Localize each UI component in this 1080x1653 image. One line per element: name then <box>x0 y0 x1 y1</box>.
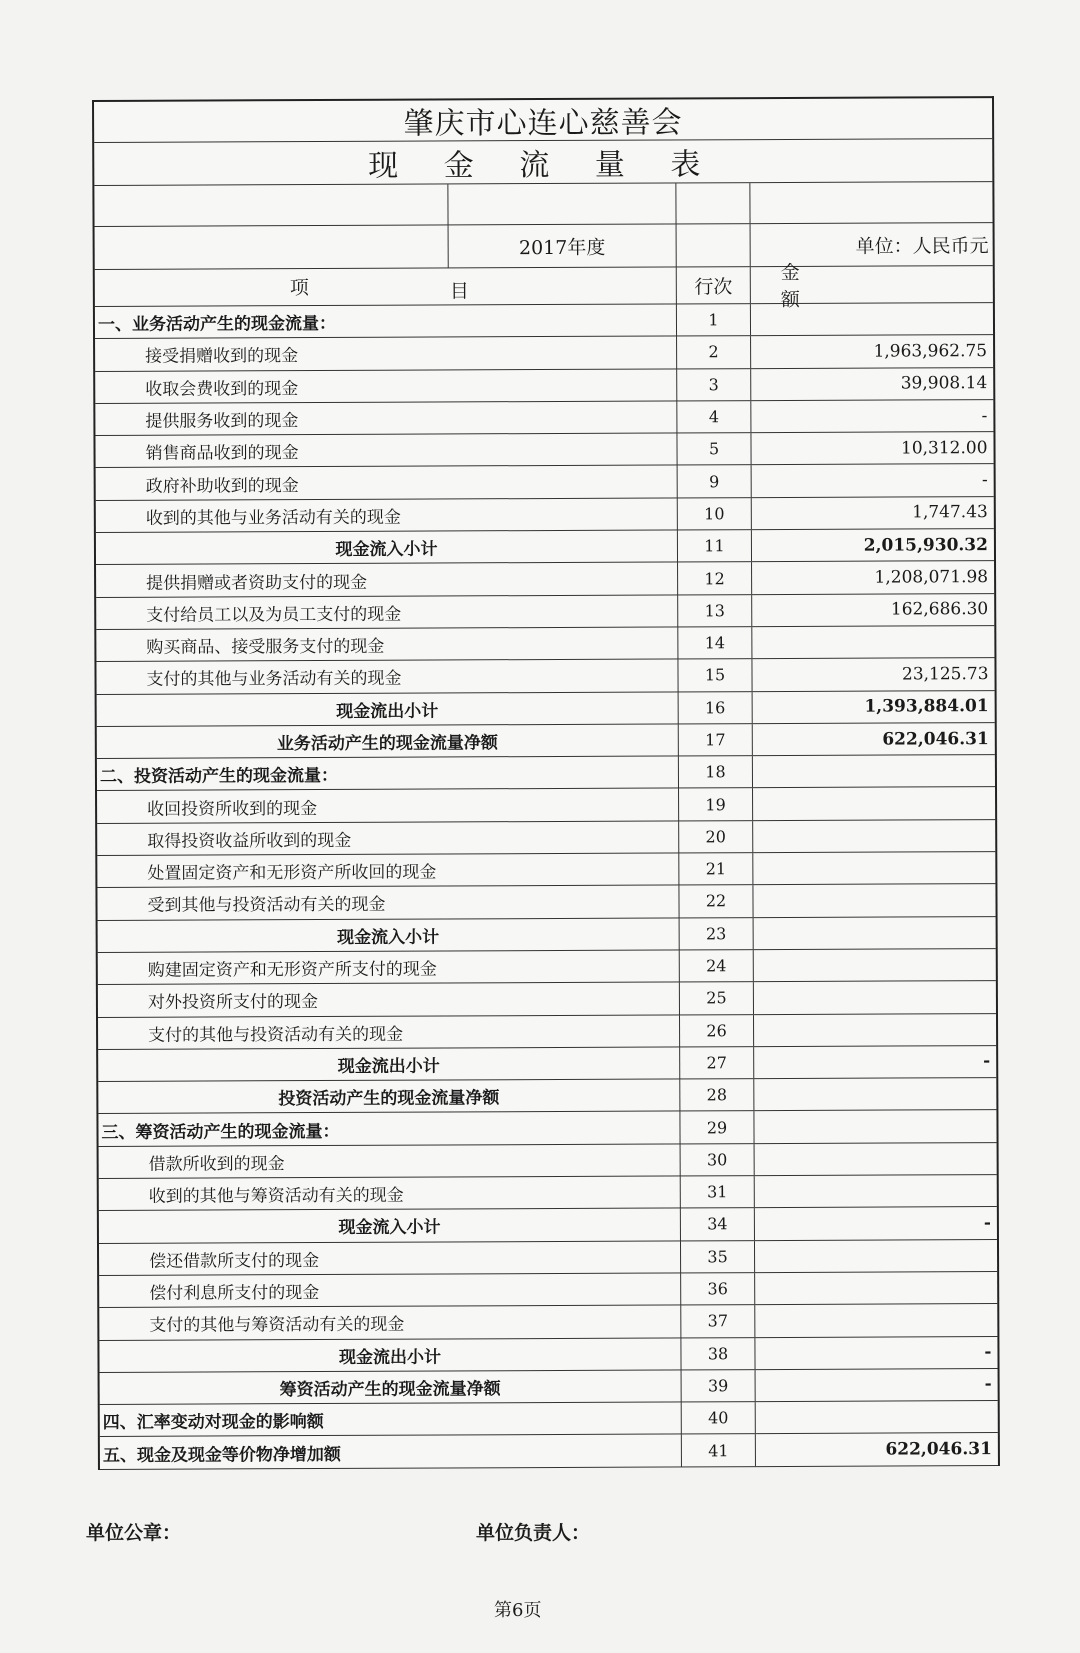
row-line-no: 24 <box>680 950 754 982</box>
row-amount: 622,046.31 <box>882 728 989 750</box>
row-item-label: 偿还借款所支付的现金 <box>99 1241 681 1275</box>
row-item-label: 现金流入小计 <box>98 918 680 952</box>
table-row <box>97 820 995 856</box>
table-row <box>96 626 994 662</box>
row-line-no: 35 <box>681 1241 755 1273</box>
org-title: 肇庆市心连心慈善会 <box>94 98 992 143</box>
row-amount: - <box>984 1342 992 1363</box>
row-line-no: 18 <box>679 756 753 788</box>
row-item-label: 对外投资所支付的现金 <box>98 983 680 1017</box>
row-line-no: 23 <box>680 918 754 950</box>
header-item <box>95 267 677 306</box>
row-item-label: 收取会费收到的现金 <box>95 369 677 403</box>
table-row <box>96 529 994 565</box>
table-row <box>95 303 993 339</box>
row-item-label: 收到的其他与业务活动有关的现金 <box>96 498 678 532</box>
row-amount: - <box>983 1051 991 1072</box>
row-line-no: 11 <box>678 530 752 562</box>
row-line-no: 30 <box>681 1144 755 1176</box>
table-row <box>98 1078 996 1114</box>
row-amount: 39,908.14 <box>900 373 988 394</box>
row-amount <box>755 1143 997 1175</box>
row-item-label: 提供捐赠或者资助支付的现金 <box>96 563 678 597</box>
fiscal-year: 2017年度 <box>449 224 677 267</box>
row-line-no: 17 <box>679 724 753 756</box>
row-amount: 622,046.31 <box>885 1439 992 1460</box>
row-amount: 23,125.73 <box>901 664 989 685</box>
row-amount <box>753 852 995 884</box>
table-row <box>96 561 994 597</box>
row-item-label: 销售商品收到的现金 <box>95 434 677 468</box>
row-line-no: 12 <box>678 562 752 594</box>
row-amount: - <box>981 405 988 426</box>
row-item-label: 支付给员工以及为员工支付的现金 <box>96 595 678 629</box>
table-row <box>99 1272 997 1308</box>
row-amount <box>756 1401 998 1433</box>
row-amount: 162,686.30 <box>890 599 989 620</box>
row-line-no: 1 <box>677 304 751 336</box>
table-row <box>95 368 993 404</box>
row-item-label: 三、筹资活动产生的现金流量： <box>98 1112 680 1146</box>
row-amount <box>753 884 995 916</box>
row-item-label: 四、汇率变动对现金的影响额 <box>100 1403 682 1437</box>
row-item-label: 现金流出小计 <box>97 692 679 726</box>
row-amount <box>753 820 995 852</box>
table-row <box>98 917 996 953</box>
page-number: 第6页 <box>494 1600 542 1621</box>
row-item-label: 一、业务活动产生的现金流量： <box>95 304 677 338</box>
row-item-label: 收回投资所收到的现金 <box>97 789 679 823</box>
row-line-no: 21 <box>679 853 753 885</box>
row-item-label: 支付的其他与筹资活动有关的现金 <box>99 1306 681 1340</box>
row-item-label: 购买商品、接受服务支付的现金 <box>96 627 678 661</box>
table-row <box>97 884 995 920</box>
table-row <box>99 1337 997 1373</box>
table-row <box>97 788 995 824</box>
row-line-no: 19 <box>679 789 753 821</box>
row-line-no: 28 <box>680 1079 754 1111</box>
row-item-label: 支付的其他与业务活动有关的现金 <box>96 660 678 694</box>
row-line-no: 2 <box>677 336 751 368</box>
row-item-label: 收到的其他与筹资活动有关的现金 <box>99 1176 681 1210</box>
table-row <box>100 1433 998 1469</box>
table-row <box>97 852 995 888</box>
statement-title: 现 金 流 量 表 <box>94 139 992 186</box>
row-item-label: 购建固定资产和无形资产所支付的现金 <box>98 950 680 984</box>
row-item-label: 受到其他与投资活动有关的现金 <box>97 886 679 920</box>
row-amount: 1,747.43 <box>912 502 988 523</box>
row-amount <box>754 1078 996 1110</box>
table-row <box>96 594 994 630</box>
table-row <box>98 949 996 985</box>
row-line-no: 14 <box>678 627 752 659</box>
row-amount: 1,393,884.01 <box>864 696 989 717</box>
table-row <box>98 1110 996 1146</box>
table-header <box>95 261 993 311</box>
row-amount: - <box>984 1374 992 1395</box>
row-item-label: 业务活动产生的现金流量净额 <box>97 724 679 758</box>
row-item-label: 现金流入小计 <box>99 1209 681 1243</box>
row-item-label: 取得投资收益所收到的现金 <box>97 821 679 855</box>
table-row <box>98 1014 996 1050</box>
row-line-no: 40 <box>682 1402 756 1434</box>
row-line-no: 10 <box>678 498 752 530</box>
row-line-no: 25 <box>680 982 754 1014</box>
row-line-no: 31 <box>681 1176 755 1208</box>
table-row <box>99 1207 997 1243</box>
row-amount: - <box>983 1213 991 1234</box>
row-amount <box>754 1014 996 1046</box>
table-row <box>99 1143 997 1179</box>
row-line-no: 3 <box>677 369 751 401</box>
row-amount <box>754 981 996 1013</box>
header-amount: 金 额 <box>780 261 860 311</box>
table-row <box>97 755 995 791</box>
footer-head-label: 单位负责人： <box>476 1522 591 1544</box>
row-amount <box>754 949 996 981</box>
table-row <box>98 981 996 1017</box>
row-item-label: 支付的其他与投资活动有关的现金 <box>98 1015 680 1049</box>
row-item-label: 投资活动产生的现金流量净额 <box>98 1080 680 1114</box>
footer-stamp-label: 单位公章： <box>86 1522 182 1544</box>
row-line-no: 37 <box>681 1305 755 1337</box>
row-line-no: 38 <box>681 1338 755 1370</box>
header-line-no: 行次 <box>677 267 751 303</box>
row-amount <box>753 788 995 820</box>
row-line-no: 34 <box>681 1208 755 1240</box>
table-row <box>95 400 993 436</box>
table-row <box>100 1369 998 1405</box>
row-amount <box>753 755 995 787</box>
table-row <box>99 1304 997 1340</box>
row-item-label: 偿付利息所支付的现金 <box>99 1273 681 1307</box>
row-line-no: 29 <box>680 1112 754 1144</box>
currency-unit: 单位：人民币元 <box>855 234 989 258</box>
row-item-label: 处置固定资产和无形资产所收回的现金 <box>97 853 679 887</box>
row-amount <box>755 1240 997 1272</box>
row-line-no: 27 <box>680 1047 754 1079</box>
row-line-no: 20 <box>679 821 753 853</box>
row-item-label: 借款所收到的现金 <box>99 1144 681 1178</box>
row-amount <box>755 1304 997 1336</box>
row-amount <box>754 917 996 949</box>
table-body <box>95 303 998 1470</box>
header-item-char-2: 目 <box>449 280 469 303</box>
row-line-no: 22 <box>679 885 753 917</box>
blank-row <box>94 182 992 227</box>
row-line-no: 9 <box>678 466 752 498</box>
row-line-no: 15 <box>678 659 752 691</box>
row-line-no: 13 <box>678 595 752 627</box>
row-amount <box>752 626 994 658</box>
row-line-no: 26 <box>680 1015 754 1047</box>
row-amount: - <box>981 470 988 491</box>
row-line-no: 16 <box>679 692 753 724</box>
row-amount <box>755 1175 997 1207</box>
row-line-no: 41 <box>682 1435 756 1467</box>
table-row <box>97 691 995 727</box>
table-row <box>96 658 994 694</box>
row-item-label: 现金流出小计 <box>98 1047 680 1081</box>
row-line-no: 5 <box>677 433 751 465</box>
row-amount <box>754 1110 996 1142</box>
row-item-label: 接受捐赠收到的现金 <box>95 337 677 371</box>
table-row <box>100 1401 998 1437</box>
row-amount: 1,208,071.98 <box>874 567 989 588</box>
row-line-no: 36 <box>681 1273 755 1305</box>
table-row <box>97 723 995 759</box>
row-item-label: 提供服务收到的现金 <box>95 401 677 435</box>
table-row <box>99 1175 997 1211</box>
row-item-label: 五、现金及现金等价物净增加额 <box>100 1435 682 1469</box>
row-item-label: 筹资活动产生的现金流量净额 <box>100 1370 682 1404</box>
row-amount <box>751 303 993 335</box>
row-amount: 10,312.00 <box>900 437 988 459</box>
row-amount: 2,015,930.32 <box>863 534 988 556</box>
table-row <box>96 465 994 501</box>
table-row <box>96 497 994 533</box>
table-row <box>95 432 993 468</box>
row-item-label: 政府补助收到的现金 <box>96 466 678 500</box>
cash-flow-statement-table <box>92 96 1000 1470</box>
row-line-no: 4 <box>677 401 751 433</box>
header-item-char-1: 项 <box>289 277 309 300</box>
row-amount: 1,963,962.75 <box>873 341 988 362</box>
row-line-no: 39 <box>682 1370 756 1402</box>
table-row <box>98 1046 996 1082</box>
row-item-label: 二、投资活动产生的现金流量： <box>97 757 679 791</box>
row-item-label: 现金流入小计 <box>96 531 678 565</box>
row-amount <box>755 1272 997 1304</box>
row-item-label: 现金流出小计 <box>99 1338 681 1372</box>
table-row <box>95 335 993 371</box>
table-row <box>99 1240 997 1276</box>
